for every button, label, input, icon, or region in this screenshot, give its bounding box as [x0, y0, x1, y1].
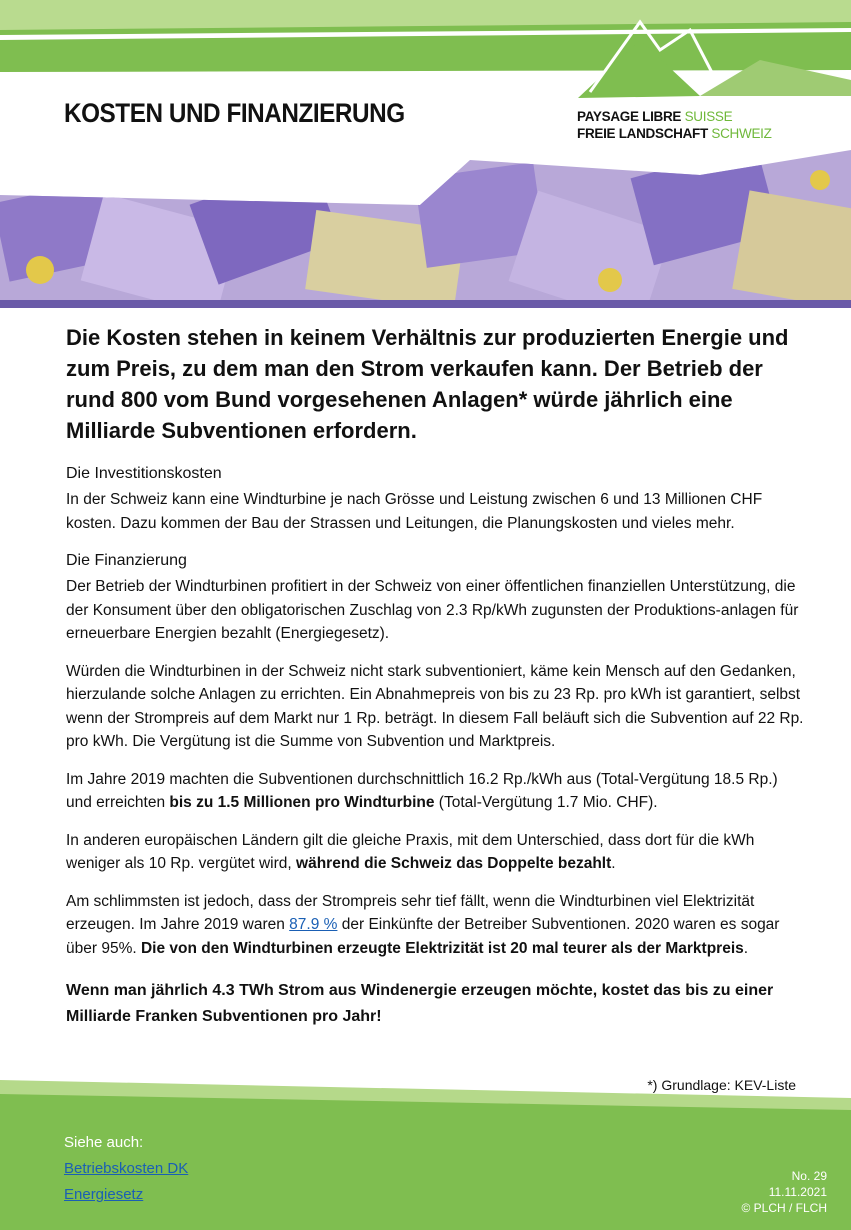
document-date: 11.11.2021 [768, 1185, 827, 1199]
text-bold: während die Schweiz das Doppelte bezahlt [296, 855, 612, 872]
paragraph-2019 [66, 768, 806, 815]
footer [0, 1080, 851, 1230]
heading-finanzierung: Die Finanzierung [66, 552, 187, 569]
text: . [743, 939, 749, 957]
text: Am schlimmsten ist jedoch, dass der Strompreis sehr tief fällt, wenn die Windturbinen viel Elektrizität erzeugen. Im Jahre 2019 waren [66, 892, 755, 933]
paragraph-finanzierung: Der Betrieb der Windturbinen profitiert in der Schweiz von einer öffentlichen finanziellen Unterstützung, die der Konsument über den obligatorischen Zuschlag von 2.3 Rp/kWh zugunsten der Produktions-anlagen für erneuerbare Energien bezahlt (Energiegesetz). [66, 578, 799, 642]
paragraph-europa [66, 829, 806, 876]
link-energiesetz[interactable]: Energiesetz [64, 1186, 144, 1203]
paragraph-strompreis [66, 890, 806, 961]
main-content [66, 322, 806, 1030]
page-title: KOSTEN UND FINANZIERUNG [64, 98, 405, 128]
text: In anderen europäischen Ländern gilt die gleiche Praxis, mit dem Unterschied, dass dort für die kWh weniger als 10 Rp. vergütet wird, [66, 831, 755, 872]
text: (Total-Vergütung 1.7 Mio. CHF). [434, 794, 658, 811]
logo-line1-accent: SUISSE [684, 109, 733, 124]
text-bold: bis zu 1.5 Millionen pro Windturbine [169, 794, 435, 811]
see-also [64, 1130, 188, 1208]
logo-line2: FREIE LANDSCHAFT [577, 126, 708, 141]
footnote: *) Grundlage: KEV-Liste [647, 1077, 796, 1093]
text: Im Jahre 2019 machten die Subventionen durchschnittlich 16.2 Rp./kWh aus (Total-Vergütung 18.5 Rp.) und erreichten [66, 770, 778, 811]
percentage-link[interactable]: 87.9 % [289, 916, 338, 933]
paragraph-investitionskosten: In der Schweiz kann eine Windturbine je nach Grösse und Leistung zwischen 6 und 13 Millionen CHF kosten. Dazu kommen der Bau der Strassen und Leitungen, die Planungskosten und vieles mehr. [66, 491, 763, 532]
logo [577, 108, 772, 142]
copyright: © PLCH / FLCH [741, 1201, 827, 1215]
see-also-label: Siehe auch: [64, 1134, 144, 1151]
heading-investitionskosten: Die Investitionskosten [66, 465, 222, 482]
logo-line2-accent: SCHWEIZ [711, 126, 772, 141]
link-betriebskosten[interactable]: Betriebskosten DK [64, 1160, 189, 1177]
document-meta [741, 1168, 827, 1216]
paragraph-subventionen: Würden die Windturbinen in der Schweiz nicht stark subventioniert, käme kein Mensch auf den Gedanken, hierzulande solche Anlagen zu errichten. Ein Abnahmepreis von bis zu 23 Rp. pro kWh ist garantiert, selbst wenn der Strompreis auf dem Markt nur 1 Rp. beträgt. In diesem Fall beläuft sich die Subvention auf 22 Rp. pro kWh. Die Vergütung ist die Summe von Subvention und Marktpreis. [66, 662, 804, 750]
text-bold: Die von den Windturbinen erzeugte Elektrizität ist 20 mal teurer als der Marktpreis [140, 939, 744, 957]
lead-paragraph: Die Kosten stehen in keinem Verhältnis zur produzierten Energie und zum Preis, zu dem man den Strom verkaufen kann. Der Betrieb der rund 800 vom Bund vorgesehenen Anlagen* würde jährlich eine Milliarde Subventionen erfordern. [66, 325, 789, 443]
banknotes-banner-image [0, 150, 851, 308]
text: . [611, 855, 616, 872]
text: der Einkünfte der Betreiber Subventionen. 2020 waren es sogar über 95%. [66, 916, 780, 957]
document-number: No. 29 [791, 1169, 827, 1183]
conclusion-paragraph: Wenn man jährlich 4.3 TWh Strom aus Windenergie erzeugen möchte, kostet das bis zu einer Milliarde Franken Subventionen pro Jahr! [66, 982, 774, 1025]
logo-line1: PAYSAGE LIBRE [577, 109, 682, 124]
